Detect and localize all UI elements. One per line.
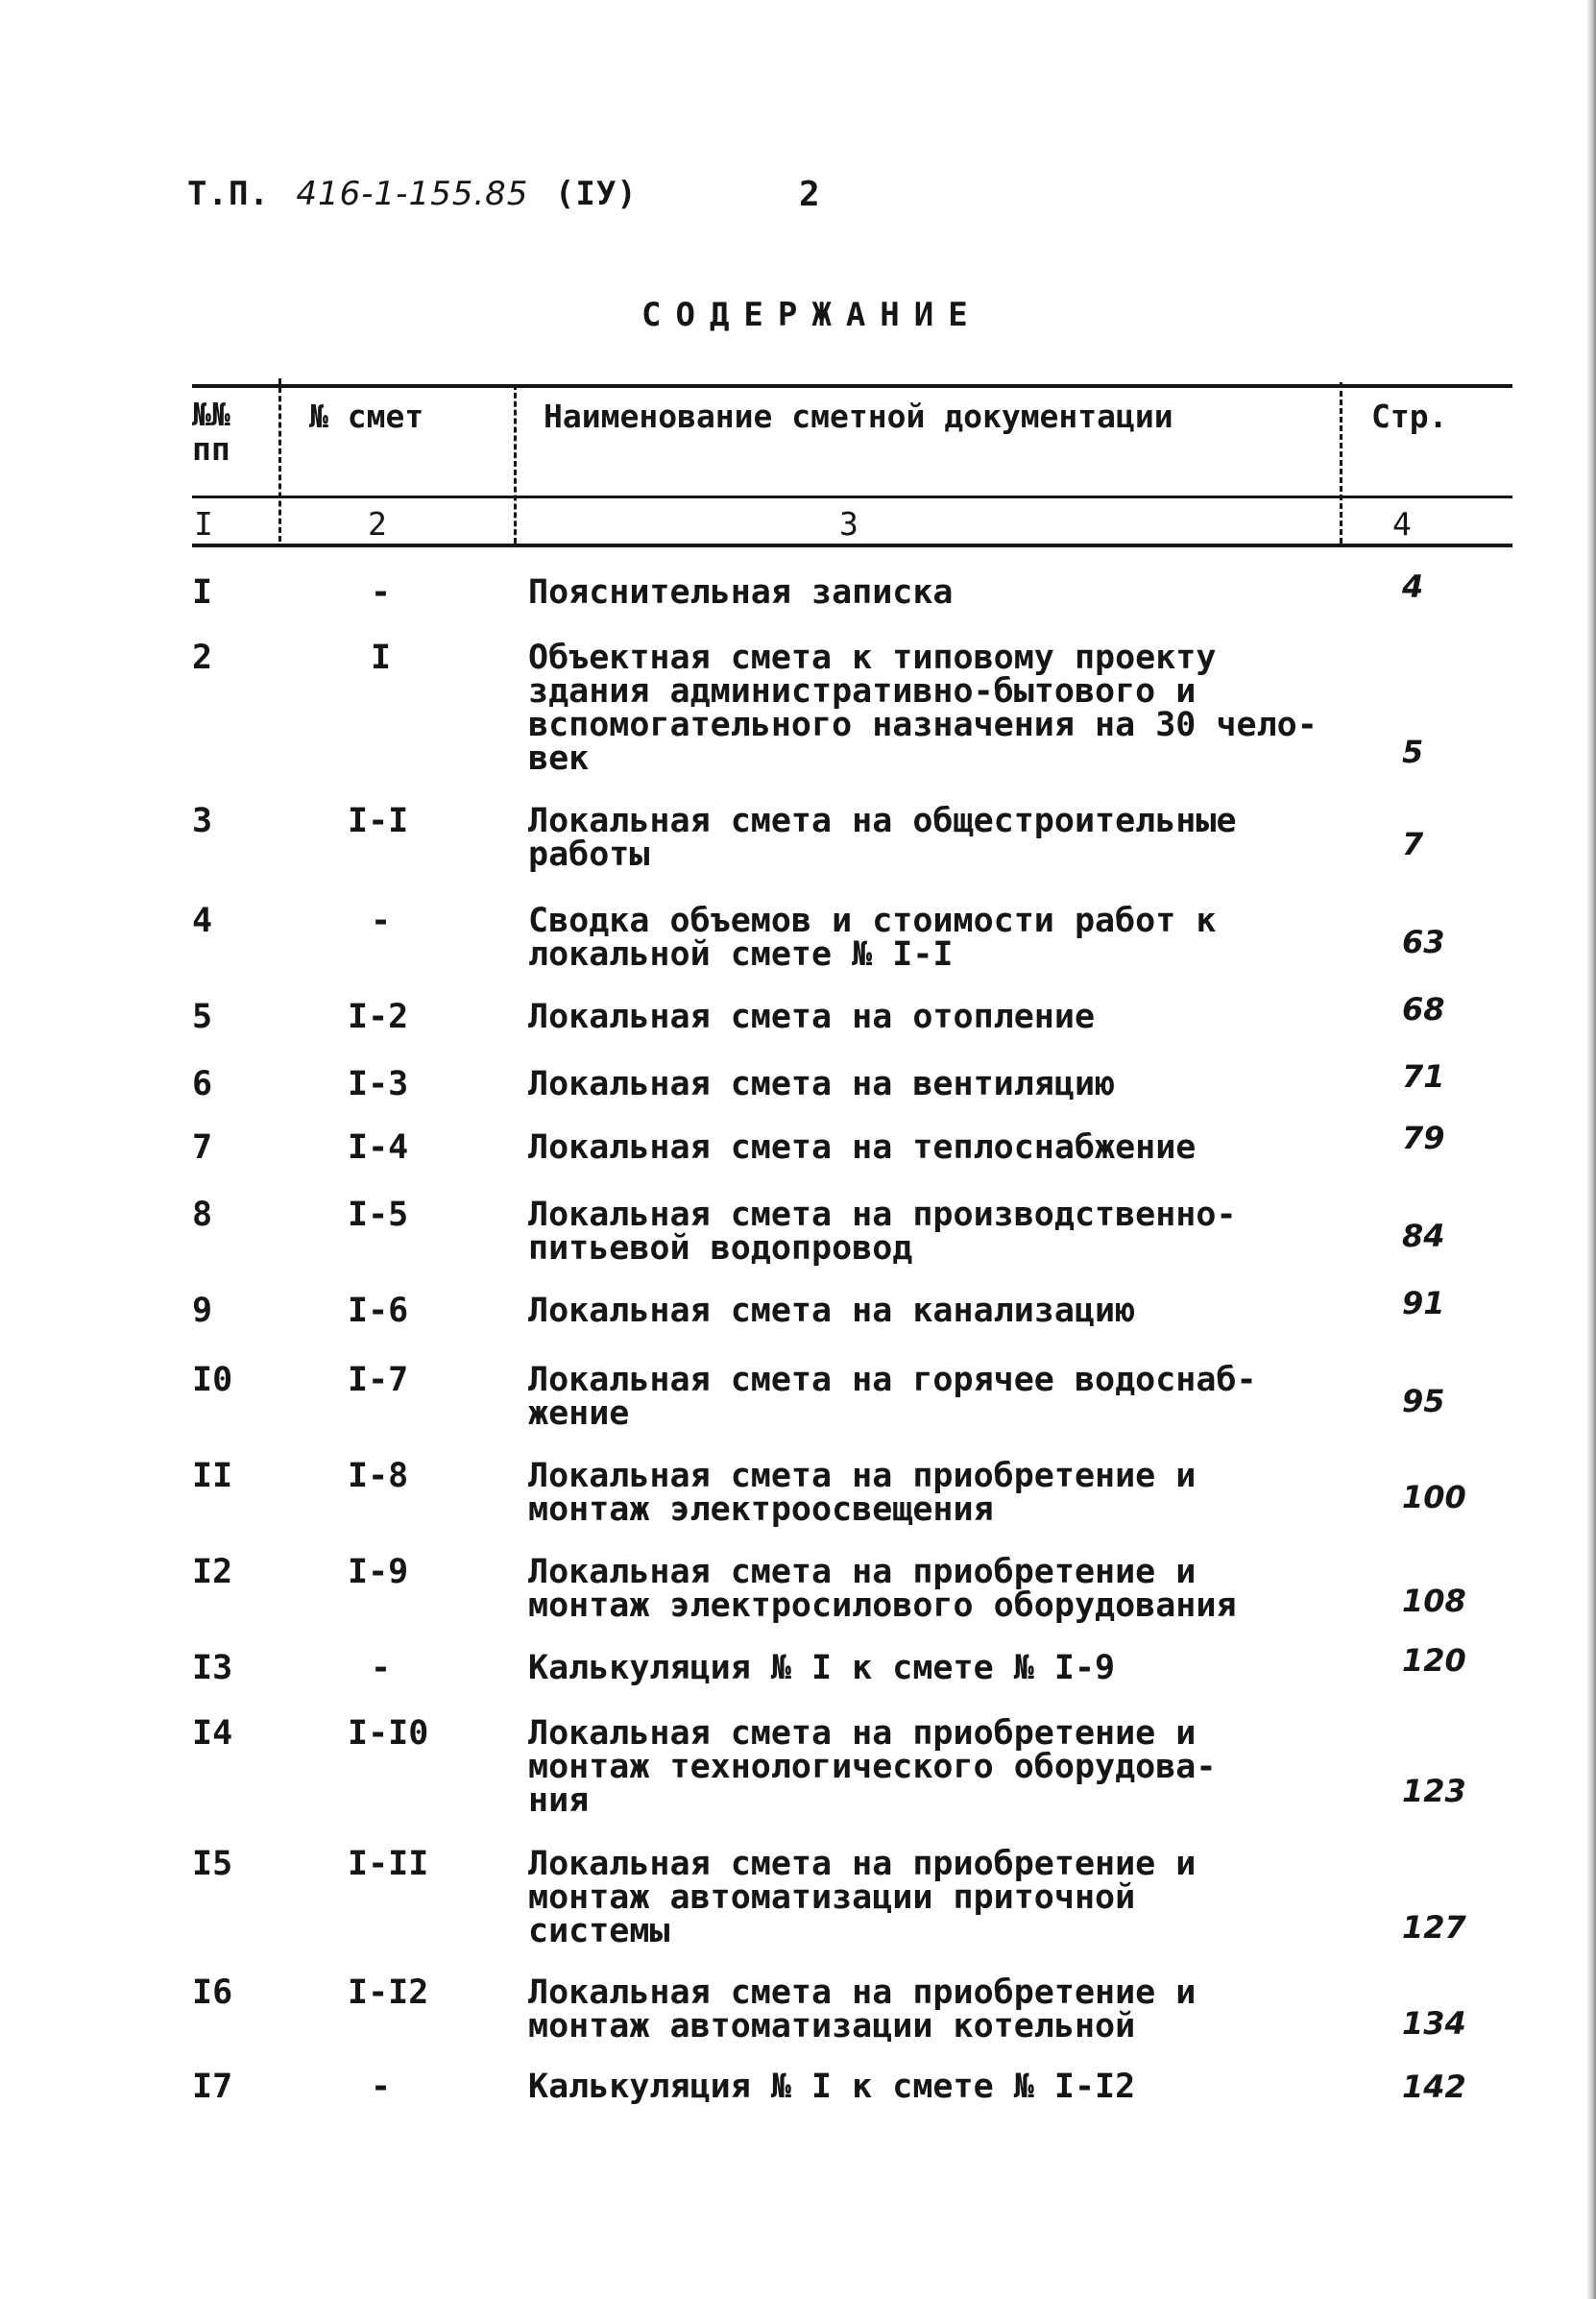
column-number-1: I (194, 505, 213, 543)
column-divider-3 (1340, 382, 1342, 544)
header-prefix: Т.П. (187, 175, 270, 213)
column-divider-2 (514, 384, 517, 544)
column-header-estimate: № смет (309, 398, 424, 435)
column-number-3: 3 (839, 505, 858, 543)
column-header-name: Наименование сметной документации (544, 398, 1173, 435)
column-number-2: 2 (368, 505, 387, 543)
document-header (187, 175, 638, 213)
header-bottom-rule (192, 544, 1512, 547)
column-divider-1 (278, 378, 281, 542)
column-header-page: Стр. (1371, 398, 1448, 435)
column-number-4: 4 (1392, 505, 1412, 543)
page-number: 2 (799, 175, 820, 214)
header-mid-rule (192, 496, 1512, 498)
page-edge (1586, 0, 1596, 2299)
project-code: 416-1-155.85 (296, 175, 529, 213)
page-title: СОДЕРЖАНИЕ (641, 296, 982, 334)
column-header-num: №№ пп (192, 396, 230, 468)
table-top-rule (192, 384, 1512, 388)
volume-label: (IУ) (554, 175, 638, 213)
